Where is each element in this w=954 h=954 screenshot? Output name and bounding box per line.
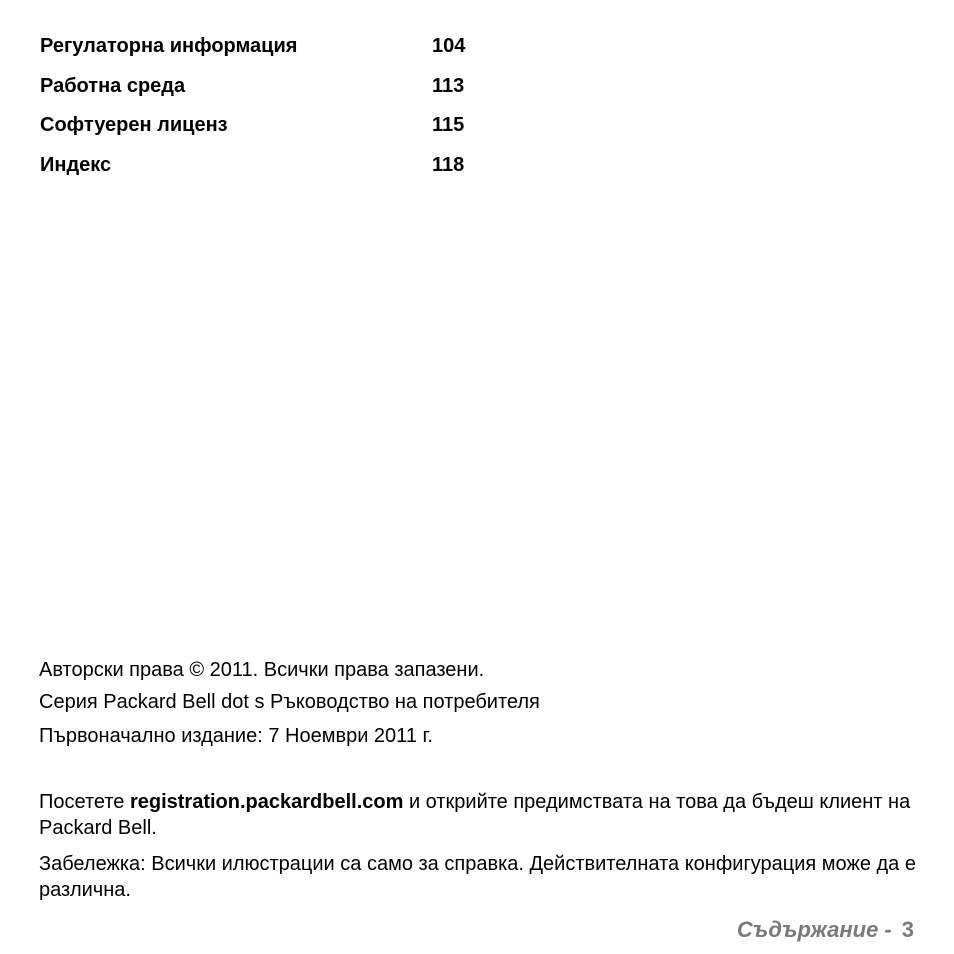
page-footer <box>737 916 914 944</box>
footer-section-name: Съдържание - <box>736 917 892 942</box>
registration-link[interactable]: registration.packardbell.com <box>129 791 404 813</box>
toc-entry-title: Работна среда <box>40 74 186 97</box>
toc-entry-page: 113 <box>432 74 465 97</box>
visit-suffix: и открийте предимствата на това да бъдеш клиент на Packard Bell. <box>39 791 911 839</box>
toc-entry-index[interactable] <box>40 153 480 193</box>
toc-entry-title: Софтуерен лиценз <box>40 114 228 136</box>
table-of-contents <box>40 34 480 192</box>
series-line: Серия Packard Bell dot s Ръководство на потребителя <box>39 691 540 713</box>
illustration-note: Забележка: Всички илюстрации са само за справка. Действителната конфигурация може да е различна. <box>39 853 916 901</box>
edition-line: Първоначално издание: 7 Ноември 2011 г. <box>39 725 433 747</box>
copyright-line: Авторски права © 2011. Всички права запазени. <box>39 659 485 681</box>
registration-paragraph <box>39 789 919 841</box>
toc-entry-regulatory[interactable] <box>40 34 480 74</box>
toc-entry-environment[interactable] <box>40 74 480 114</box>
toc-entry-title: Индекс <box>40 153 112 176</box>
toc-entry-title: Регулаторна информация <box>40 35 298 57</box>
visit-prefix: Посетете <box>39 791 130 813</box>
toc-entry-page: 118 <box>432 153 465 176</box>
footer-page-number: 3 <box>901 917 914 942</box>
toc-entry-page: 104 <box>432 35 466 57</box>
toc-entry-software-license[interactable] <box>40 113 480 153</box>
toc-entry-page: 115 <box>432 114 465 136</box>
